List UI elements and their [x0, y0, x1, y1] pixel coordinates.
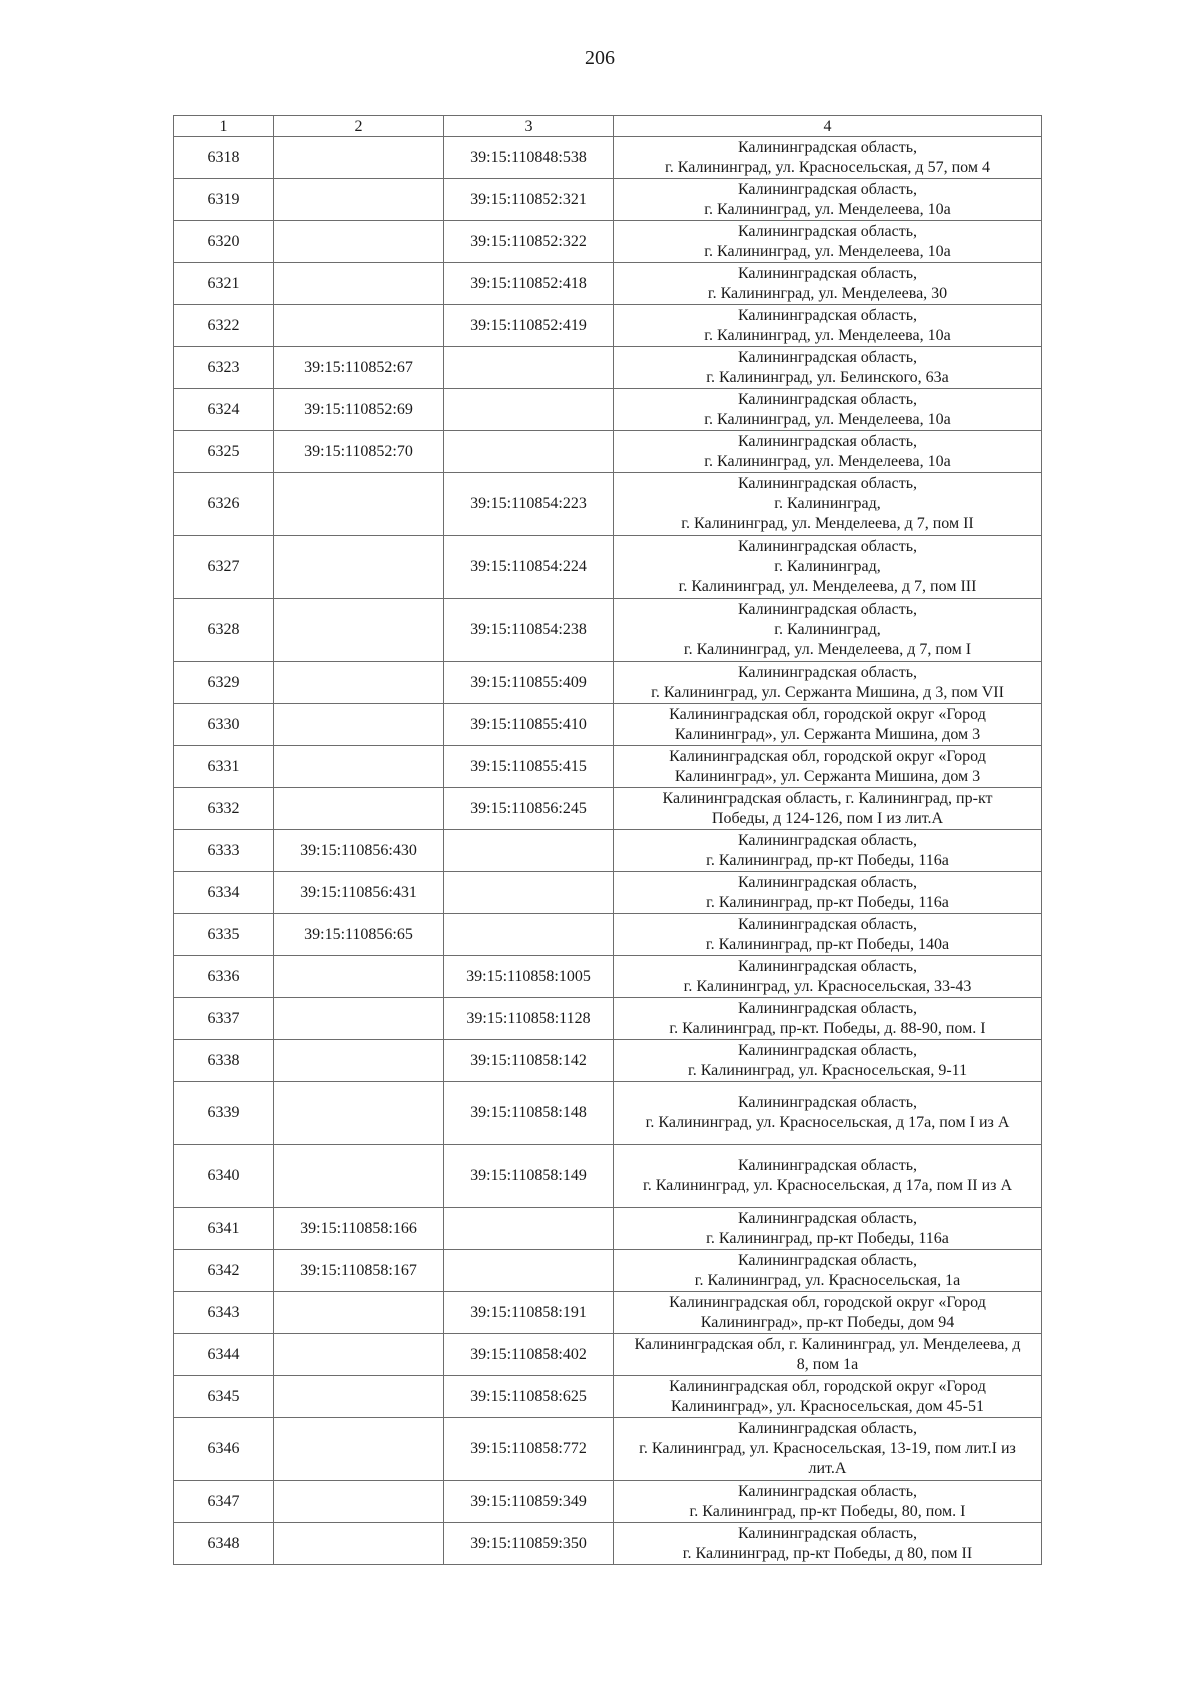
cadastral-number-cell-2 [274, 998, 444, 1040]
address-cell: Калининградская область, г. Калининград, г. Калининград, ул. Менделеева, д 7, пом I [614, 599, 1042, 662]
cadastral-number-cell-2 [274, 704, 444, 746]
cadastral-number-cell-3: 39:15:110858:142 [444, 1040, 614, 1082]
column-header-4: 4 [614, 116, 1042, 137]
address-cell: Калининградская область, г. Калининград, ул. Менделеева, 10а [614, 431, 1042, 473]
table-header [174, 116, 1042, 137]
cadastral-number-cell-3: 39:15:110859:350 [444, 1523, 614, 1565]
row-number-cell: 6343 [174, 1292, 274, 1334]
address-cell: Калининградская область, г. Калининград, ул. Менделеева, 10а [614, 305, 1042, 347]
table-row [174, 914, 1042, 956]
row-number-cell: 6338 [174, 1040, 274, 1082]
address-cell: Калининградская область, г. Калининград, ул. Менделеева, 30 [614, 263, 1042, 305]
cadastral-number-cell-3: 39:15:110852:322 [444, 221, 614, 263]
cadastral-number-cell-3 [444, 872, 614, 914]
cadastral-number-cell-3: 39:15:110858:402 [444, 1334, 614, 1376]
address-cell: Калининградская область, г. Калининград, ул. Белинского, 63а [614, 347, 1042, 389]
row-number-cell: 6322 [174, 305, 274, 347]
cadastral-number-cell-2: 39:15:110858:166 [274, 1208, 444, 1250]
row-number-cell: 6332 [174, 788, 274, 830]
address-cell: Калининградская область, г. Калининград, ул. Менделеева, 10а [614, 179, 1042, 221]
cadastral-number-cell-3: 39:15:110854:238 [444, 599, 614, 662]
cadastral-number-cell-3: 39:15:110858:191 [444, 1292, 614, 1334]
row-number-cell: 6327 [174, 536, 274, 599]
address-cell: Калининградская область, г. Калининград, ул. Менделеева, 10а [614, 389, 1042, 431]
cadastral-number-cell-2 [274, 179, 444, 221]
cadastral-number-cell-3 [444, 389, 614, 431]
row-number-cell: 6342 [174, 1250, 274, 1292]
cadastral-number-cell-2 [274, 1292, 444, 1334]
address-cell: Калининградская область, г. Калининград, пр-кт. Победы, д. 88-90, пом. I [614, 998, 1042, 1040]
cadastral-number-cell-2 [274, 599, 444, 662]
address-cell: Калининградская область, г. Калининград, пр-кт Победы, 140а [614, 914, 1042, 956]
row-number-cell: 6323 [174, 347, 274, 389]
row-number-cell: 6344 [174, 1334, 274, 1376]
table-row [174, 1334, 1042, 1376]
address-cell: Калининградская обл, г. Калининград, ул. Менделеева, д 8, пом 1а [614, 1334, 1042, 1376]
row-number-cell: 6326 [174, 473, 274, 536]
column-header-2: 2 [274, 116, 444, 137]
address-cell: Калининградская область, г. Калининград, ул. Красносельская, д 17а, пом I из А [614, 1082, 1042, 1145]
column-header-1: 1 [174, 116, 274, 137]
table-row [174, 347, 1042, 389]
table-row [174, 536, 1042, 599]
row-number-cell: 6337 [174, 998, 274, 1040]
row-number-cell: 6333 [174, 830, 274, 872]
cadastral-number-cell-2 [274, 1523, 444, 1565]
cadastral-number-cell-2 [274, 1082, 444, 1145]
cadastral-number-cell-3: 39:15:110859:349 [444, 1481, 614, 1523]
cadastral-number-cell-2 [274, 305, 444, 347]
cadastral-number-cell-3: 39:15:110855:409 [444, 662, 614, 704]
cadastral-number-cell-2 [274, 956, 444, 998]
address-cell: Калининградская обл, городской округ «Город Калининград», ул. Сержанта Мишина, дом 3 [614, 704, 1042, 746]
row-number-cell: 6331 [174, 746, 274, 788]
row-number-cell: 6325 [174, 431, 274, 473]
address-cell: Калининградская область, г. Калининград, пр-кт Победы, 80, пом. I [614, 1481, 1042, 1523]
cadastral-number-cell-2 [274, 1418, 444, 1481]
table-row [174, 221, 1042, 263]
table-row [174, 956, 1042, 998]
cadastral-number-cell-3: 39:15:110854:223 [444, 473, 614, 536]
cadastral-number-cell-2: 39:15:110856:430 [274, 830, 444, 872]
cadastral-number-cell-2 [274, 1040, 444, 1082]
table-body [174, 137, 1042, 1565]
table-row [174, 1040, 1042, 1082]
cadastral-number-cell-3: 39:15:110855:410 [444, 704, 614, 746]
table-row [174, 1523, 1042, 1565]
address-cell: Калининградская область, г. Калининград, ул. Красносельская, 33-43 [614, 956, 1042, 998]
cadastral-number-cell-3: 39:15:110856:245 [444, 788, 614, 830]
table-row [174, 830, 1042, 872]
row-number-cell: 6346 [174, 1418, 274, 1481]
cadastral-number-cell-3 [444, 914, 614, 956]
cadastral-number-cell-2 [274, 1145, 444, 1208]
table-row [174, 1145, 1042, 1208]
cadastral-number-cell-3 [444, 830, 614, 872]
registry-table [173, 115, 1042, 1565]
cadastral-number-cell-2: 39:15:110852:70 [274, 431, 444, 473]
cadastral-number-cell-2 [274, 137, 444, 179]
cadastral-number-cell-2: 39:15:110858:167 [274, 1250, 444, 1292]
table-row [174, 305, 1042, 347]
address-cell: Калининградская область, г. Калининград, ул. Красносельская, 13-19, пом лит.I из лит.А [614, 1418, 1042, 1481]
cadastral-number-cell-3: 39:15:110852:418 [444, 263, 614, 305]
cadastral-number-cell-2: 39:15:110852:67 [274, 347, 444, 389]
table-row [174, 1376, 1042, 1418]
row-number-cell: 6318 [174, 137, 274, 179]
table-row [174, 599, 1042, 662]
address-cell: Калининградская область, г. Калининград, ул. Сержанта Мишина, д 3, пом VII [614, 662, 1042, 704]
table-row [174, 179, 1042, 221]
row-number-cell: 6336 [174, 956, 274, 998]
cadastral-number-cell-3: 39:15:110855:415 [444, 746, 614, 788]
cadastral-number-cell-3: 39:15:110858:1005 [444, 956, 614, 998]
table-row [174, 704, 1042, 746]
row-number-cell: 6340 [174, 1145, 274, 1208]
column-header-3: 3 [444, 116, 614, 137]
row-number-cell: 6320 [174, 221, 274, 263]
table-row [174, 263, 1042, 305]
address-cell: Калининградская обл, городской округ «Город Калининград», ул. Красносельская, дом 45-51 [614, 1376, 1042, 1418]
address-cell: Калининградская область, г. Калининград, г. Калининград, ул. Менделеева, д 7, пом III [614, 536, 1042, 599]
cadastral-number-cell-2: 39:15:110856:431 [274, 872, 444, 914]
address-cell: Калининградская обл, городской округ «Город Калининград», ул. Сержанта Мишина, дом 3 [614, 746, 1042, 788]
cadastral-number-cell-3: 39:15:110858:1128 [444, 998, 614, 1040]
row-number-cell: 6319 [174, 179, 274, 221]
table-row [174, 431, 1042, 473]
cadastral-number-cell-3: 39:15:110858:772 [444, 1418, 614, 1481]
cadastral-number-cell-3: 39:15:110848:538 [444, 137, 614, 179]
address-cell: Калининградская область, г. Калининград, пр-кт Победы, 116а [614, 830, 1042, 872]
cadastral-number-cell-3 [444, 1208, 614, 1250]
address-cell: Калининградская область, г. Калининград, ул. Красносельская, д 57, пом 4 [614, 137, 1042, 179]
address-cell: Калининградская область, г. Калининград, ул. Красносельская, 9-11 [614, 1040, 1042, 1082]
address-cell: Калининградская область, г. Калининград, пр-кт Победы, 116а [614, 872, 1042, 914]
cadastral-number-cell-2 [274, 221, 444, 263]
row-number-cell: 6329 [174, 662, 274, 704]
row-number-cell: 6328 [174, 599, 274, 662]
address-cell: Калининградская область, г. Калининград, пр-кт Победы, д 124-126, пом I из лит.А [614, 788, 1042, 830]
cadastral-number-cell-2 [274, 1376, 444, 1418]
cadastral-number-cell-3: 39:15:110854:224 [444, 536, 614, 599]
cadastral-number-cell-3 [444, 347, 614, 389]
table-row [174, 1292, 1042, 1334]
cadastral-number-cell-3 [444, 1250, 614, 1292]
cadastral-number-cell-3: 39:15:110852:321 [444, 179, 614, 221]
cadastral-number-cell-2 [274, 662, 444, 704]
row-number-cell: 6345 [174, 1376, 274, 1418]
cadastral-number-cell-2 [274, 1481, 444, 1523]
cadastral-number-cell-3: 39:15:110852:419 [444, 305, 614, 347]
cadastral-number-cell-2: 39:15:110856:65 [274, 914, 444, 956]
cadastral-number-cell-3: 39:15:110858:149 [444, 1145, 614, 1208]
row-number-cell: 6324 [174, 389, 274, 431]
address-cell: Калининградская область, г. Калининград, пр-кт Победы, д 80, пом II [614, 1523, 1042, 1565]
address-cell: Калининградская область, г. Калининград, ул. Менделеева, 10а [614, 221, 1042, 263]
cadastral-number-cell-2 [274, 473, 444, 536]
address-cell: Калининградская область, г. Калининград, пр-кт Победы, 116а [614, 1208, 1042, 1250]
cadastral-number-cell-3: 39:15:110858:625 [444, 1376, 614, 1418]
cadastral-number-cell-2 [274, 263, 444, 305]
row-number-cell: 6348 [174, 1523, 274, 1565]
cadastral-number-cell-3 [444, 431, 614, 473]
table-row [174, 872, 1042, 914]
cadastral-number-cell-2 [274, 536, 444, 599]
table-row [174, 1082, 1042, 1145]
table-row [174, 998, 1042, 1040]
table-row [174, 788, 1042, 830]
table-row [174, 1250, 1042, 1292]
row-number-cell: 6330 [174, 704, 274, 746]
address-cell: Калининградская область, г. Калининград, ул. Красносельская, 1а [614, 1250, 1042, 1292]
table-row [174, 473, 1042, 536]
address-cell: Калининградская область, г. Калининград, ул. Красносельская, д 17а, пом II из А [614, 1145, 1042, 1208]
cadastral-number-cell-2 [274, 746, 444, 788]
row-number-cell: 6335 [174, 914, 274, 956]
row-number-cell: 6321 [174, 263, 274, 305]
address-cell: Калининградская область, г. Калининград, г. Калининград, ул. Менделеева, д 7, пом II [614, 473, 1042, 536]
table-row [174, 1208, 1042, 1250]
table-row [174, 662, 1042, 704]
cadastral-number-cell-2 [274, 1334, 444, 1376]
address-cell: Калининградская обл, городской округ «Город Калининград», пр-кт Победы, дом 94 [614, 1292, 1042, 1334]
cadastral-number-cell-2: 39:15:110852:69 [274, 389, 444, 431]
cadastral-number-cell-3: 39:15:110858:148 [444, 1082, 614, 1145]
table-row [174, 1418, 1042, 1481]
row-number-cell: 6341 [174, 1208, 274, 1250]
row-number-cell: 6334 [174, 872, 274, 914]
table-row [174, 1481, 1042, 1523]
row-number-cell: 6347 [174, 1481, 274, 1523]
cadastral-number-cell-2 [274, 788, 444, 830]
header-row [174, 116, 1042, 137]
table-row [174, 137, 1042, 179]
table-row [174, 746, 1042, 788]
page-number: 206 [585, 47, 615, 69]
row-number-cell: 6339 [174, 1082, 274, 1145]
table-row [174, 389, 1042, 431]
